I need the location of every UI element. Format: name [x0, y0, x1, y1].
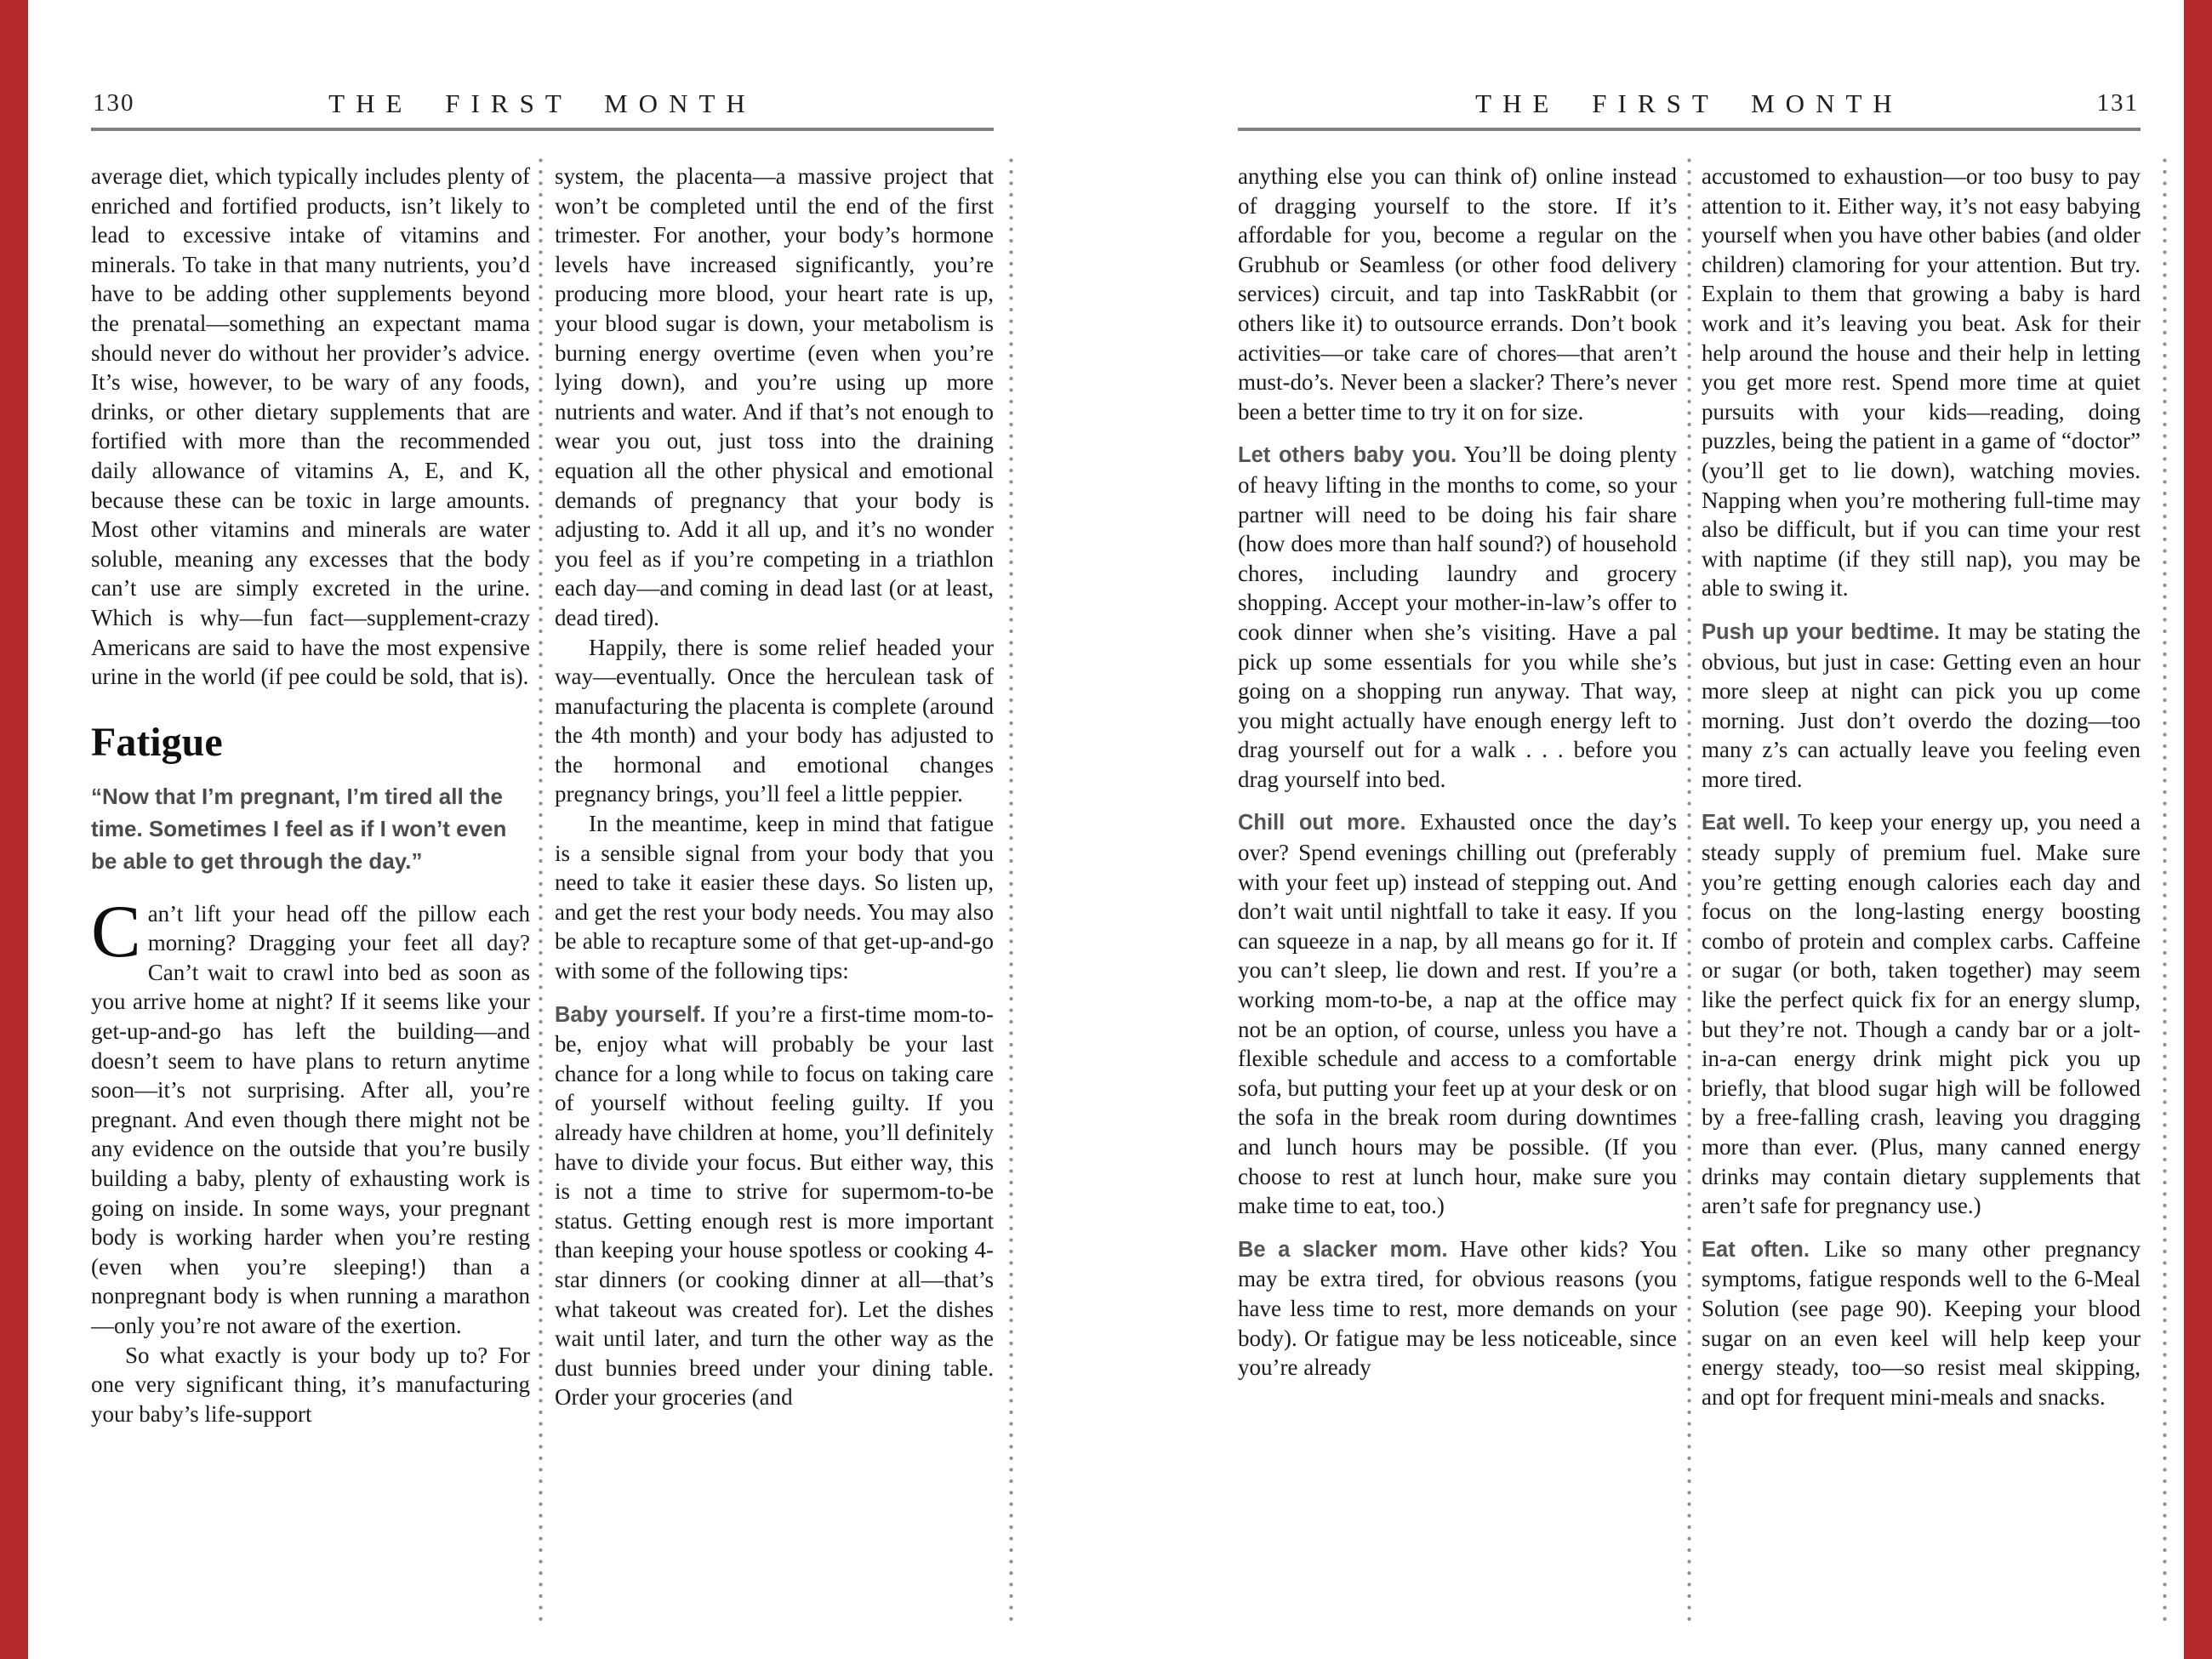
- page-130-column-2: [555, 162, 994, 1633]
- body-paragraph: average diet, which typically includes plenty of enriched and fortified products, isn’t likely to lead to excessive intake of vitamins and minerals. To take in that many nutrients, you’d have to be adding other supplements beyond the prenatal—something an expectant mama should never do without her provider’s advice. It’s wise, however, to be wary of any foods, drinks, or other dietary supplements that are fortified with more than the recommended daily allowance of vitamins A, E, and K, because these can be toxic in large amounts. Most other vitamins and minerals are water soluble, meaning any excesses that the body can’t use are simply excreted in the urine. Which is why—fun fact—supplement-crazy Americans are said to have the most expensive urine in the world (if pee could be sold, that is).: [91, 163, 530, 690]
- running-head: THE FIRST MONTH: [1475, 88, 1903, 118]
- body-paragraph: accustomed to exhaustion—or too busy to pay attention to it. Either way, it’s not easy babying yourself when you have other babies (and older children) clamoring for your attention. But try. Explain to them that growing a baby is hard work and it’s leaving you beat. Ask for their help around the house and their help in letting you get more rest. Spend more time at quiet pursuits with your kids—reading, doing puzzles, being the patient in a game of “doctor” (you’ll get to lie down), watching movies. Napping when you’re mothering full-time may also be difficult, but if you can time your rest with naptime (if they still nap), you may be able to swing it.: [1702, 163, 2141, 601]
- body-paragraph: anything else you can think of) online instead of dragging yourself to the store. If it’s affordable for you, become a regular on the Grubhub or Seamless (or other food delivery services) circuit, and tap into TaskRabbit (or others like it) to outsource errands. Don’t book activities—or take care of chores—that aren’t must-do’s. Never been a slacker? There’s never been a better time to try it on for size.: [1238, 163, 1677, 425]
- tip-paragraph: [1238, 807, 1677, 1220]
- column-divider-dotted: [539, 158, 543, 1625]
- reader-quote: “Now that I’m pregnant, I’m tired all the time. Sometimes I feel as if I won’t even be able to get through the day.”: [91, 783, 507, 874]
- body-paragraph: Happily, there is some relief headed your way—eventually. Once the herculean task of manufacturing the placenta is complete (around the 4th month) and your body has adjusted to the hormonal and emotional changes pregnancy brings, you’ll feel a little peppier.: [555, 634, 994, 807]
- column-divider-dotted: [1687, 158, 1691, 1625]
- tip-lead: Eat often.: [1702, 1237, 1810, 1262]
- tip-paragraph: [1238, 440, 1677, 794]
- tip-lead: Push up your bedtime.: [1702, 619, 1941, 644]
- tip-paragraph: [555, 1000, 994, 1412]
- page-131-column-2: [1702, 162, 2141, 1633]
- body-paragraph: So what exactly is your body up to? For one very significant thing, it’s manufacturing your baby’s life-support: [91, 1342, 530, 1427]
- tip-text: Like so many other pregnancy symptoms, fatigue responds well to the 6-Meal Solution (see page 90). Keeping your blood sugar on an even keel will help keep your energy steady, too—so resist meal skipping, and opt for frequent mini-meals and snacks.: [1702, 1235, 2141, 1410]
- running-head: THE FIRST MONTH: [328, 88, 756, 118]
- tip-text: If you’re a first-time mom-to-be, enjoy what will probably be your last chance for a long while to focus on taking care of yourself without feeling guilty. If you already have children at home, you’ll definitely have to divide your focus. But either way, this is not a time to strive for supermom-to-be status. Getting enough rest is more important than keeping your house spotless or cooking 4-star dinners (or cooking dinner at all—that’s what takeout was created for). Let the dishes wait until later, and turn the other way as the dust bunnies breed under your dining table. Order your groceries (and: [555, 1001, 994, 1411]
- tip-text: Have other kids? You may be extra tired, for obvious reasons (you have less time to rest, more demands on your body). Or fatigue may be less noticeable, since you’re already: [1238, 1235, 1677, 1381]
- tip-lead: Baby yourself.: [555, 1002, 706, 1027]
- tip-paragraph: [1702, 617, 2141, 795]
- page-130-column-1: [91, 162, 530, 1633]
- page-130-header: [91, 85, 994, 131]
- page-131-column-1: [1238, 162, 1677, 1633]
- tip-lead: Be a slacker mom.: [1238, 1237, 1448, 1262]
- page-edge-divider-dotted: [2163, 158, 2167, 1625]
- tip-paragraph: [1702, 1234, 2141, 1412]
- body-paragraph-dropcap: [91, 890, 530, 1341]
- tip-lead: Eat well.: [1702, 811, 1791, 835]
- tip-paragraph: [1238, 1234, 1677, 1382]
- right-page-edge-band: [2184, 0, 2212, 1659]
- page-number: 130: [93, 89, 135, 117]
- tip-lead: Let others baby you.: [1238, 443, 1457, 468]
- section-heading-fatigue: Fatigue: [91, 719, 223, 765]
- tip-text: You’ll be doing plenty of heavy lifting in the months to come, so your partner will need to be doing his fair share (how does more than half sound?) of household chores, including laundry and grocery shopping. Accept your mother-in-law’s offer to cook dinner when she’s visiting. Have a pal pick up some essentials for you while she’s going on a shopping run anyway. That way, you might actually have enough energy left to drag yourself out for a walk . . . before you drag yourself into bed.: [1238, 442, 1677, 792]
- page-number: 131: [2096, 89, 2139, 117]
- drop-cap: C: [91, 890, 141, 973]
- body-paragraph: In the meantime, keep in mind that fatigue is a sensible signal from your body that you need to take it easier these days. So listen up, and get the rest your body needs. You may also be able to recapture some of that get-up-and-go with some of the following tips:: [555, 811, 994, 984]
- tip-paragraph: [1702, 807, 2141, 1220]
- page-edge-divider-dotted: [1009, 158, 1013, 1625]
- tip-text: It may be stating the obvious, but just in case: Getting even an hour more sleep at night can pick you up come morning. Just don’t overdo the dozing—too many z’s can actually leave you feeling even more tired.: [1702, 618, 2141, 792]
- tip-lead: Chill out more.: [1238, 811, 1406, 835]
- left-page-edge-band: [0, 0, 28, 1659]
- body-paragraph: system, the placenta—a massive project that won’t be completed until the end of the first trimester. For another, your body’s hormone levels have increased significantly, you’re producing more blood, your heart rate is up, your blood sugar is down, your metabolism is burning energy overtime (even when you’re lying down), and you’re using up more nutrients and water. And if that’s not enough to wear you out, just toss into the draining equation all the other physical and emotional demands of pregnancy that your body is adjusting to. Add it all up, and it’s no wonder you feel as if you’re competing in a triathlon each day—and coming in dead last (or at least, dead tired).: [555, 163, 994, 630]
- page-131-header: [1238, 85, 2141, 131]
- tip-text: Exhausted once the day’s over? Spend evenings chilling out (preferably with your feet up) instead of stepping out. And don’t wait until nightfall to take it easy. If you can squeeze in a nap, by all means go for it. If you can’t sleep, lie down and rest. If you’re a working mom-to-be, a nap at the office may not be an option, of course, unless you have a flexible schedule and access to a comfortable sofa, but putting your feet up at your desk or on the sofa in the break room during downtimes and lunch hours may be possible. (If you choose to rest at lunch hour, make sure you make time to eat, too.): [1238, 809, 1677, 1219]
- body-paragraph-text: an’t lift your head off the pillow each morning? Dragging your feet all day? Can’t wait to crawl into bed as soon as you arrive home at night? If it seems like your get-up-and-go has left the building—and doesn’t seem to have plans to return anytime soon—it’s not surprising. After all, you’re pregnant. And even though there might not be any evidence on the outside that you’re busily building a baby, plenty of exhausting work is going on inside. In some ways, your pregnant body is working harder when you’re resting (even when you’re sleeping!) than a nonpregnant body is when running a marathon—only you’re not aware of the exertion.: [91, 900, 530, 1338]
- tip-text: To keep your energy up, you need a steady supply of premium fuel. Make sure you’re getting enough calories each day and focus on the long-lasting energy boosting combo of protein and complex carbs. Caffeine or sugar (or both, taken together) may seem like the perfect quick fix for an energy slump, but they’re not. Though a candy bar or a jolt-in-a-can energy drink might pick you up briefly, that blood sugar high will be followed by a free-falling crash, leaving you dragging more than ever. (Plus, many canned energy drinks may contain dietary supplements that aren’t safe for pregnancy use.): [1702, 809, 2141, 1219]
